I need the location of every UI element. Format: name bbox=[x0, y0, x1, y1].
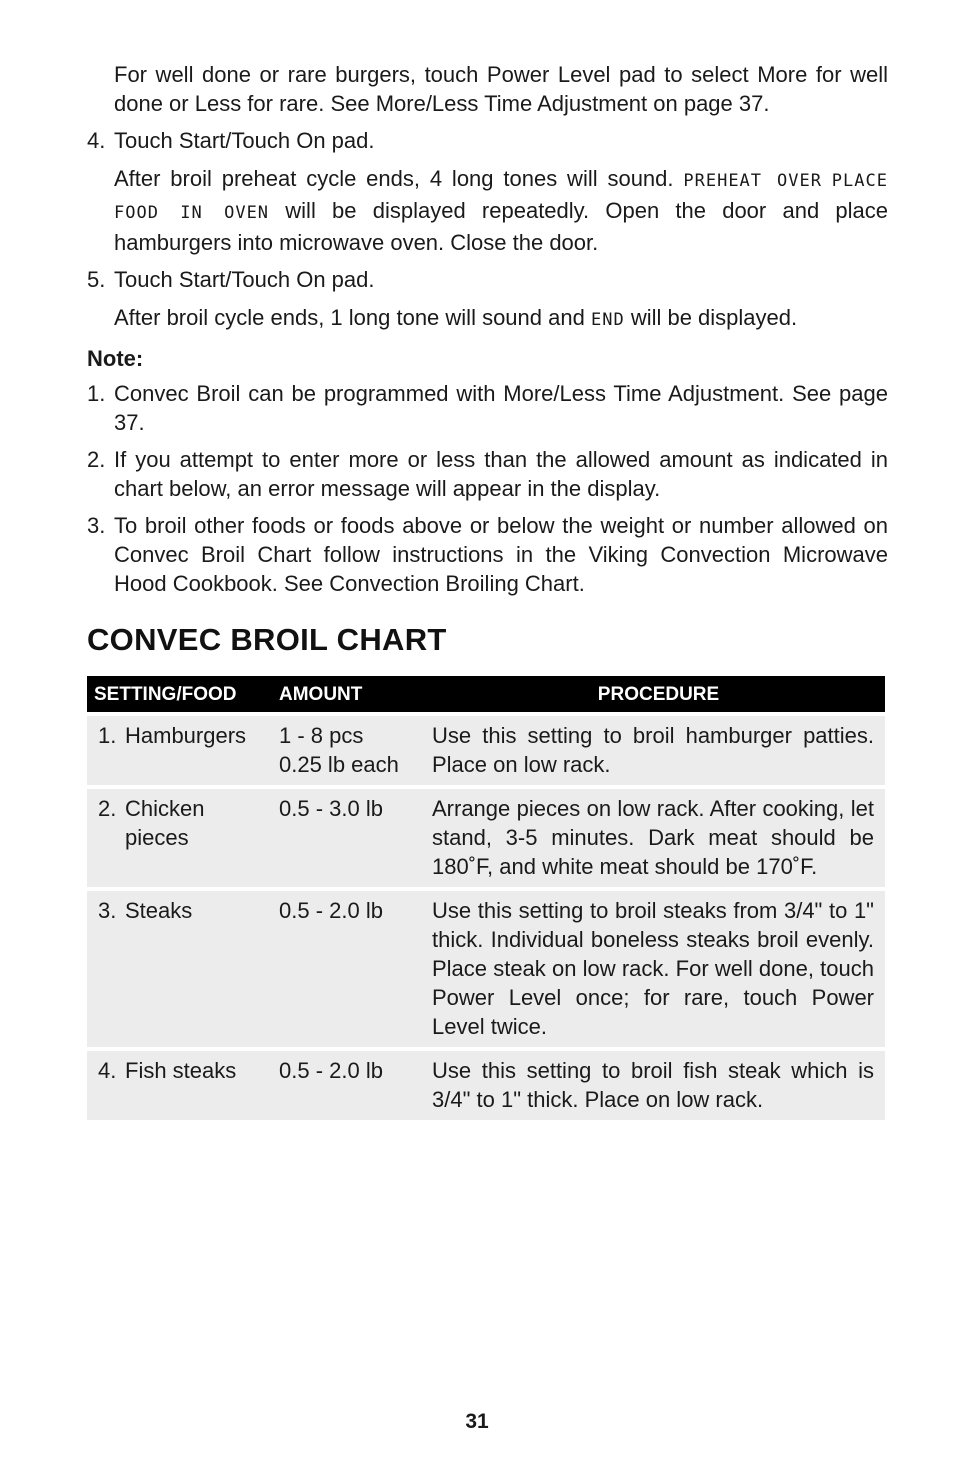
chart-title: CONVEC BROIL CHART bbox=[87, 622, 447, 657]
note-text: If you attempt to enter more or less than the allowed amount as indicated in chart below, an error message will appear in the display. bbox=[114, 447, 888, 501]
page-number: 31 bbox=[465, 1410, 489, 1433]
step-text: Touch Start/Touch On pad. bbox=[114, 128, 375, 153]
lcd-display-text: PLACE FOOD IN OVEN bbox=[114, 171, 888, 223]
table-header-row bbox=[87, 676, 885, 712]
note-item bbox=[87, 445, 888, 503]
cell-procedure: Use this setting to broil fish steak which is 3/4" to 1" thick. Place on low rack. bbox=[432, 1051, 885, 1120]
note-item bbox=[87, 379, 888, 437]
step-4-detail bbox=[87, 164, 888, 257]
food-number: 3. bbox=[98, 898, 117, 923]
column-header-procedure: PROCEDURE bbox=[432, 676, 885, 712]
cell-amount bbox=[279, 891, 432, 1047]
cell-amount bbox=[279, 789, 432, 887]
column-header-amount: AMOUNT bbox=[279, 676, 432, 712]
cell-procedure: Use this setting to broil hamburger patties. Place on low rack. bbox=[432, 716, 885, 785]
cell-procedure: Arrange pieces on low rack. After cooking, let stand, 3-5 minutes. Dark meat should be 180˚F, and white meat should be 170˚F. bbox=[432, 789, 885, 887]
cell-food bbox=[87, 891, 279, 1047]
step-5 bbox=[87, 265, 888, 294]
cell-amount bbox=[279, 716, 432, 785]
amount-line: 0.5 - 2.0 lb bbox=[279, 898, 383, 923]
cell-food bbox=[87, 1051, 279, 1120]
step-text: Touch Start/Touch On pad. bbox=[114, 267, 375, 292]
food-name: Steaks bbox=[125, 898, 193, 923]
cell-amount bbox=[279, 1051, 432, 1120]
note-text: Convec Broil can be programmed with More/Less Time Adjustment. See page 37. bbox=[114, 381, 888, 435]
step-number: 4. bbox=[87, 128, 106, 153]
cell-food bbox=[87, 716, 279, 785]
detail-text: will be displayed. bbox=[630, 305, 798, 330]
table-row bbox=[87, 789, 885, 887]
amount-line: 0.5 - 2.0 lb bbox=[279, 1058, 383, 1083]
lcd-display-text: PREHEAT OVER bbox=[683, 171, 822, 191]
food-name: Chicken pieces bbox=[125, 796, 205, 850]
food-number: 1. bbox=[98, 723, 117, 748]
manual-page bbox=[87, 60, 888, 1124]
food-number: 2. bbox=[98, 796, 117, 821]
step-4 bbox=[87, 126, 888, 155]
note-item bbox=[87, 511, 888, 598]
table-row bbox=[87, 1051, 885, 1120]
table-row bbox=[87, 716, 885, 785]
step-number: 5. bbox=[87, 267, 106, 292]
step-5-detail bbox=[87, 303, 888, 335]
cell-procedure: Use this setting to broil steaks from 3/4" to 1" thick. Individual boneless steaks broil evenly. Place steak on low rack. For well done, touch Power Level once; for rare, touch Power Level twice. bbox=[432, 891, 885, 1047]
convec-broil-table bbox=[87, 672, 885, 1124]
note-text: To broil other foods or foods above or below the weight or number allowed on Convec Broil Chart follow instructions in the Viking Convection Microwave Hood Cookbook. See Convection Broiling Chart. bbox=[114, 513, 888, 596]
food-name: Fish steaks bbox=[125, 1058, 237, 1083]
note-number: 2. bbox=[87, 447, 106, 472]
table-row bbox=[87, 891, 885, 1047]
food-name: Hamburgers bbox=[125, 723, 247, 748]
column-header-setting: SETTING/FOOD bbox=[87, 676, 279, 712]
note-heading: Note: bbox=[87, 346, 144, 371]
note-number: 3. bbox=[87, 513, 106, 538]
detail-text: After broil preheat cycle ends, 4 long tones will sound. bbox=[114, 166, 674, 191]
intro-paragraph: For well done or rare burgers, touch Power Level pad to select More for well done or Less for rare. See More/Less Time Adjustment on page 37. bbox=[114, 62, 888, 116]
amount-line: 1 - 8 pcs bbox=[279, 723, 364, 748]
amount-line: 0.5 - 3.0 lb bbox=[279, 796, 383, 821]
note-number: 1. bbox=[87, 381, 106, 406]
food-number: 4. bbox=[98, 1058, 117, 1083]
cell-food bbox=[87, 789, 279, 887]
detail-text: will be displayed repeatedly. Open the door and place hamburgers into microwave oven. Close the door. bbox=[114, 198, 888, 255]
amount-line: 0.25 lb each bbox=[279, 752, 399, 777]
detail-text: After broil cycle ends, 1 long tone will sound and bbox=[114, 305, 585, 330]
lcd-display-text: END bbox=[590, 310, 625, 330]
